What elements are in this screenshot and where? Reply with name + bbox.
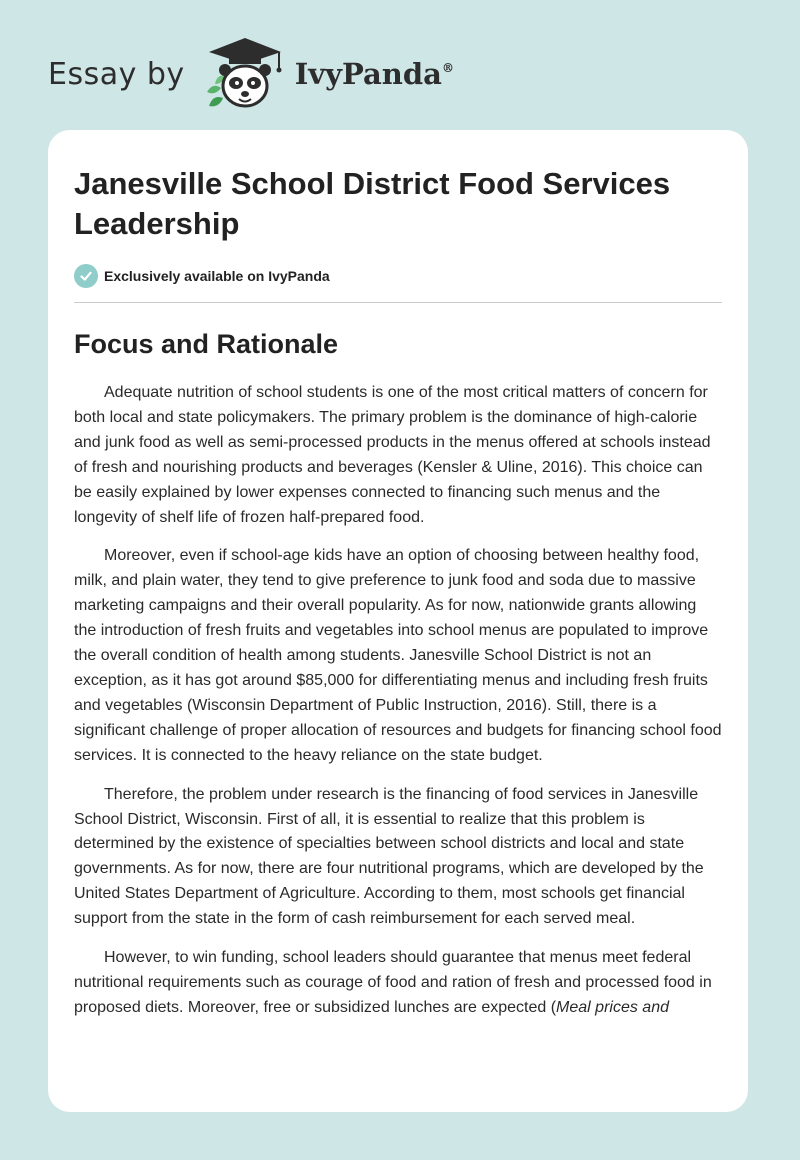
divider	[74, 302, 722, 303]
panda-graduation-cap-icon	[199, 34, 291, 114]
page-title: Janesville School District Food Services Leadership	[74, 166, 671, 241]
italic-citation: Meal prices and	[556, 998, 669, 1016]
essay-card	[48, 130, 748, 1112]
section-heading: Focus and Rationale	[74, 329, 339, 359]
exclusive-badge	[74, 264, 722, 288]
brand-prefix: Essay by	[48, 56, 185, 92]
brand-header	[48, 34, 454, 114]
paragraph: Therefore, the problem under research is the financing of food services in Janesville School District, Wisconsin. First of all, it is essential to realize that this problem is determined by the existence of specialties between school districts and local and state governments. As for now, there are four nutritional programs, which are developed by the United States Department of Agriculture. According to them, most schools get financial support from the state in the form of cash reimbursement for each served meal.	[74, 785, 704, 928]
paragraph: Moreover, even if school-age kids have an option of choosing between healthy food, milk, and plain water, they tend to give preference to junk food and soda due to massive marketing campaigns and their overall popularity. As for now, nationwide grants allowing the introduction of fresh fruits and vegetables into school menus are populated to improve the overall condition of health among students. Janesville School District is not an exception, as it has got around $85,000 for differentiating menus and including fresh fruits and vegetables (Wisconsin Department of Public Instruction, 2016). Still, there is a significant challenge of proper allocation of resources and budgets for financing school food services. It is connected to the heavy reliance on the state budget.	[74, 547, 722, 764]
article-body	[74, 381, 722, 1021]
exclusive-label: Exclusively available on IvyPanda	[104, 268, 330, 284]
check-icon	[74, 264, 98, 288]
brand-name: IvyPanda®	[294, 57, 454, 91]
paragraph: Adequate nutrition of school students is one of the most critical matters of concern for both local and state policymakers. The primary problem is the dominance of high-calorie and junk food as well as semi-processed products in the menus offered at schools instead of fresh and nourishing products and beverages (Kensler & Uline, 2016). This choice can be easily explained by lower expenses connected to financing such menus and the longevity of shelf life of frozen half-prepared food.	[74, 384, 711, 526]
paragraph: However, to win funding, school leaders should guarantee that menus meet federal nutritional requirements such as courage of food and ration of fresh and processed food in proposed diets. Moreover, free or subsidized lunches are expected (Meal prices and	[74, 949, 712, 1016]
